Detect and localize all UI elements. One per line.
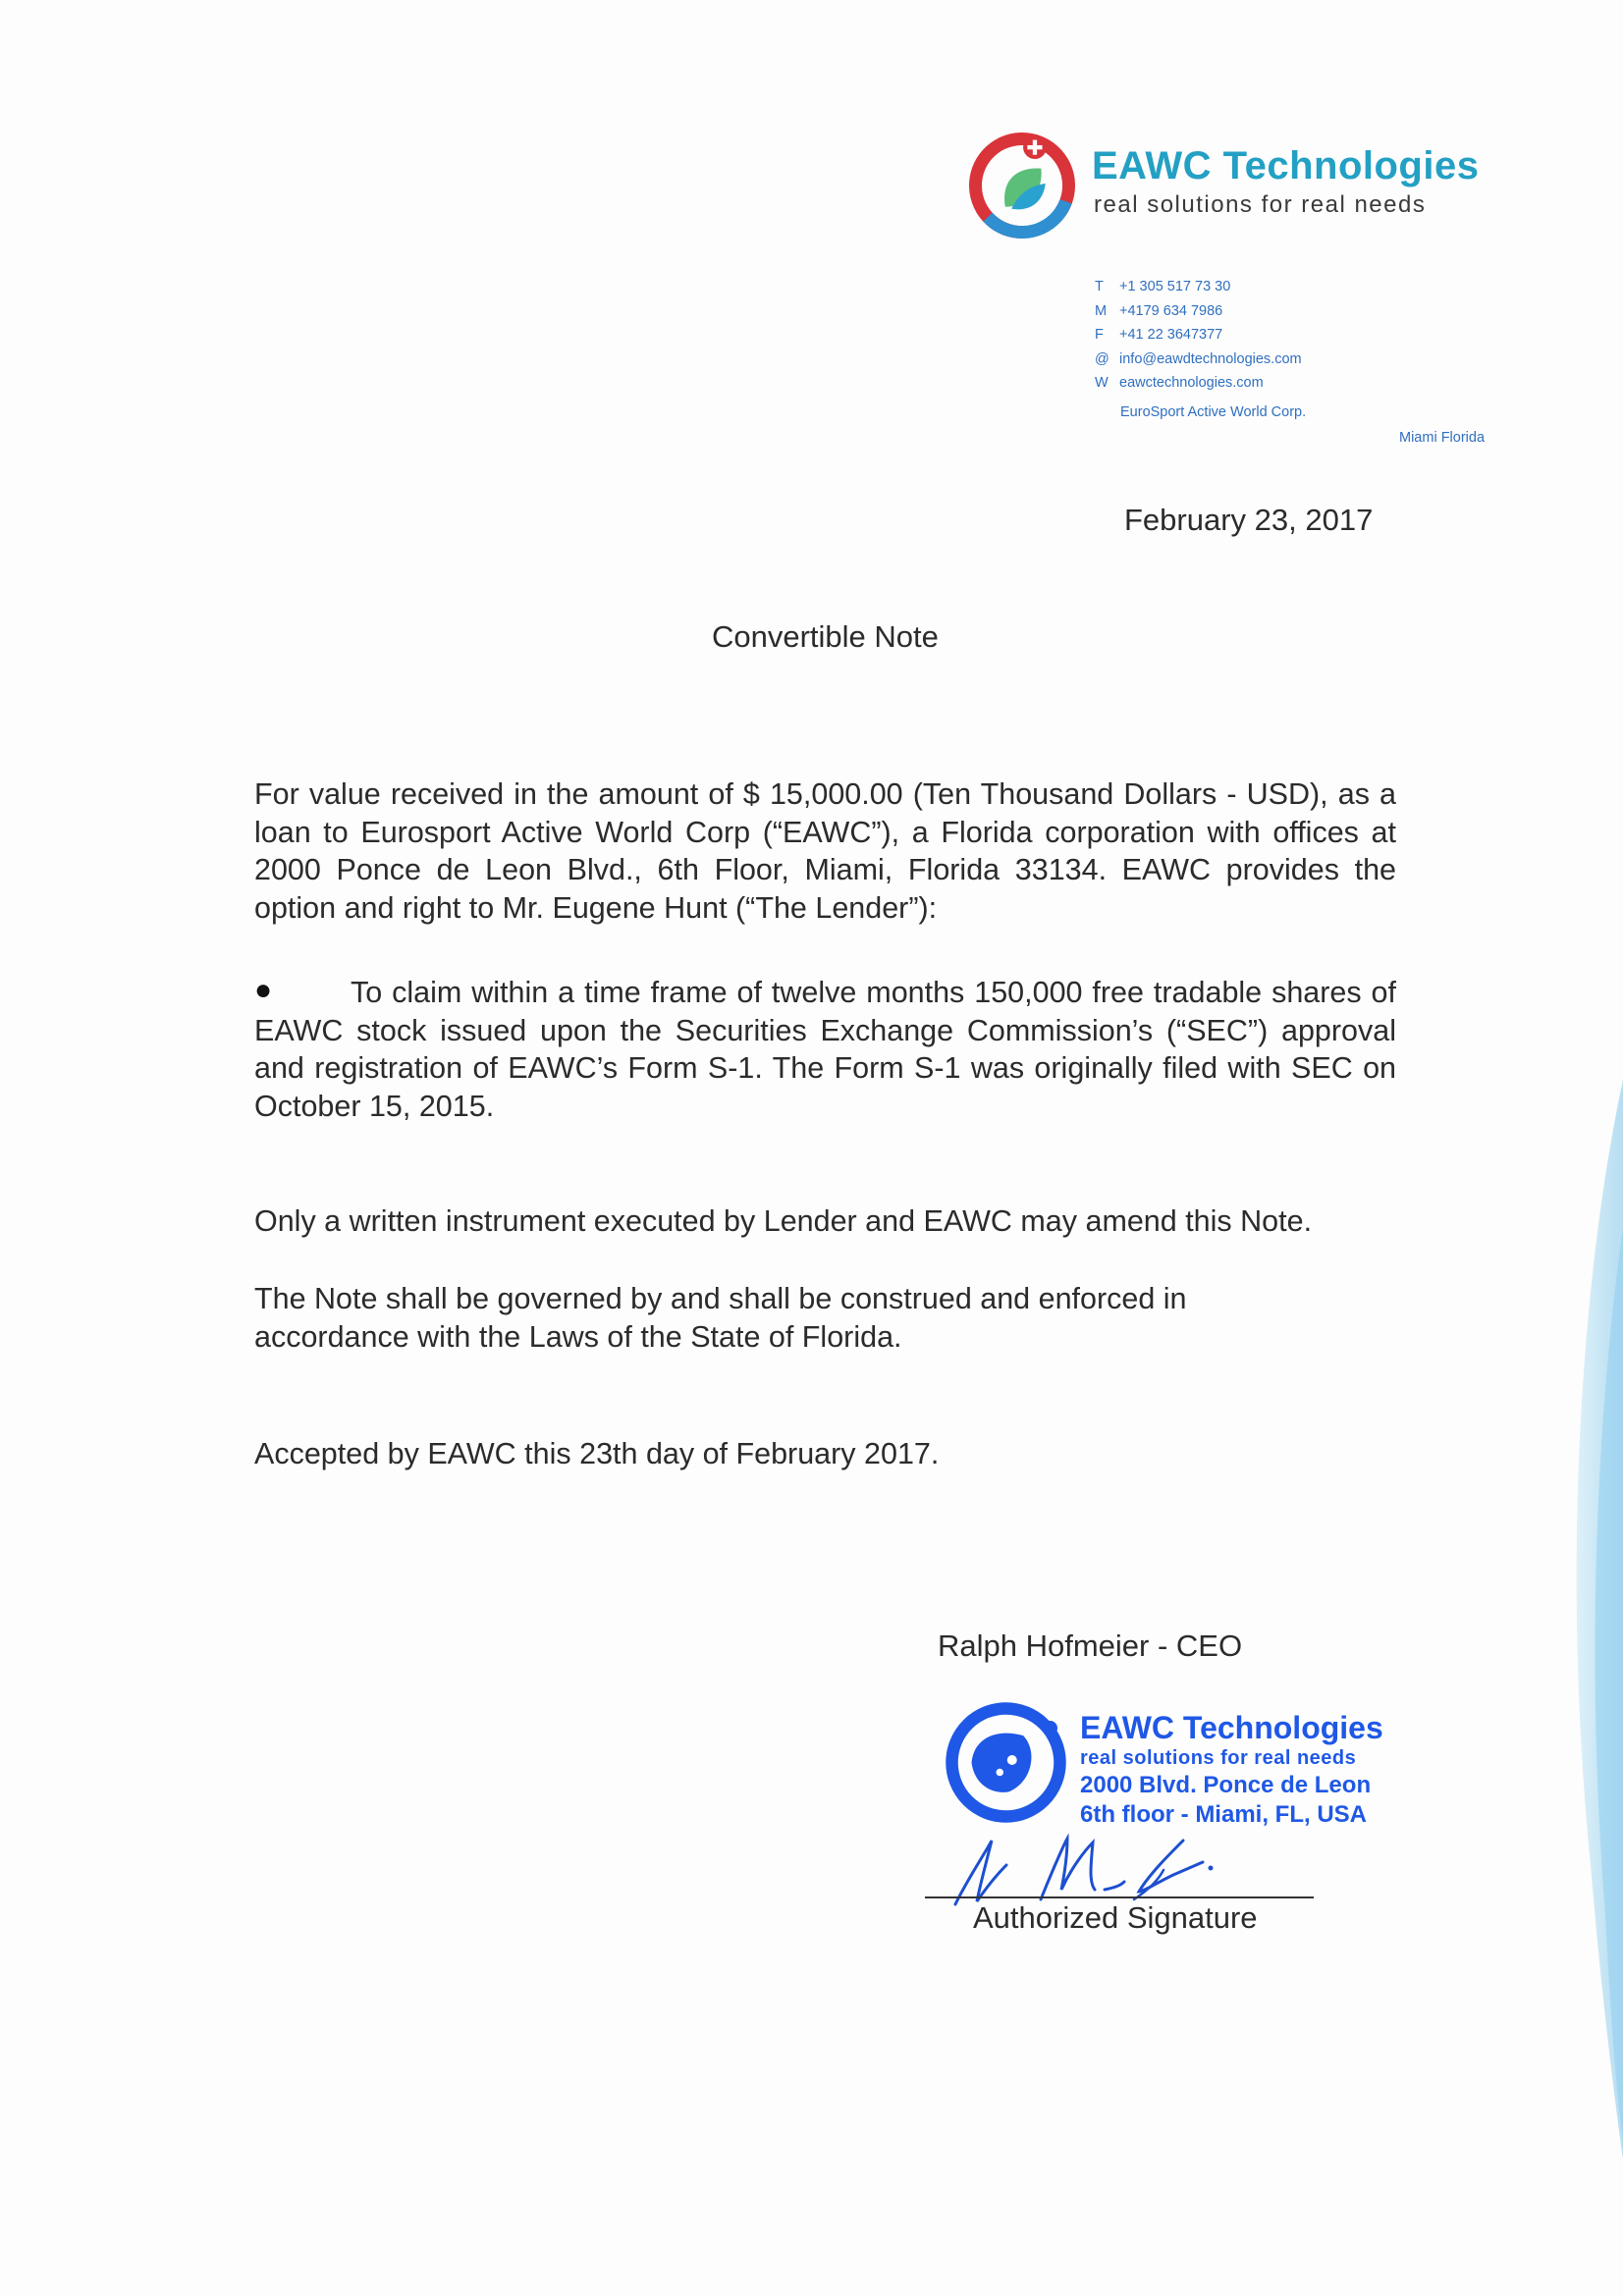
- bullet-text: To claim within a time frame of twelve months 150,000 free tradable shares of EAWC stock issued upon the Securities Exchange Commission’s (“SEC”) approval and registration of EAWC’s Form S-1. The Form S-1 was originally filed with SEC on October 15, 2015.: [254, 976, 1396, 1123]
- paragraph-acceptance: Accepted by EAWC this 23th day of February 2017.: [254, 1437, 940, 1470]
- contact-value: info@eawdtechnologies.com: [1119, 350, 1302, 367]
- bullet-icon: ●: [254, 974, 273, 1006]
- brand-name: EAWC Technologies: [1092, 144, 1480, 187]
- paragraph-loan-terms: For value received in the amount of $ 15,000.00 (Ten Thousand Dollars - USD), as a loan to Eurosport Active World Corp (“EAWC”), a Florida corporation with offices at 2000 Ponce de Leon Blvd., 6th Floor, Miami, Florida 33134. EAWC provides the option and right to Mr. Eugene Hunt (“The Lender”):: [254, 777, 1396, 925]
- eawc-logo-icon: [969, 133, 1075, 239]
- contact-web: [1095, 371, 1302, 396]
- company-entity: EuroSport Active World Corp.: [1120, 404, 1307, 420]
- contact-value: +4179 634 7986: [1119, 302, 1223, 319]
- stamp-tagline: real solutions for real needs: [1080, 1747, 1357, 1769]
- contact-mobile: [1095, 299, 1302, 324]
- contact-phone: [1095, 275, 1302, 299]
- paragraph-governing-law: The Note shall be governed by and shall be construed and enforced in accordance with the Laws of the State of Florida.: [254, 1282, 1187, 1354]
- decorative-wave-icon: [1551, 1080, 1623, 2160]
- contact-key: @: [1095, 350, 1109, 367]
- stamp-name: EAWC Technologies: [1080, 1710, 1383, 1745]
- contact-value: +1 305 517 73 30: [1119, 279, 1231, 294]
- company-stamp: [1080, 1710, 1383, 1830]
- document-title: Convertible Note: [712, 619, 939, 654]
- contact-key: T: [1095, 279, 1104, 294]
- contact-value: eawctechnologies.com: [1119, 375, 1264, 391]
- contact-value: +41 22 3647377: [1119, 327, 1223, 343]
- bullet-claim-option: [254, 974, 1396, 1125]
- brand-tagline: real solutions for real needs: [1094, 191, 1427, 218]
- contact-fax: [1095, 323, 1302, 347]
- stamp-address-line-2: 6th floor - Miami, FL, USA: [1080, 1801, 1367, 1828]
- contact-key: M: [1095, 302, 1108, 319]
- contact-email: [1095, 347, 1302, 372]
- company-city: Miami Florida: [1399, 430, 1486, 446]
- signer-name: Ralph Hofmeier - CEO: [938, 1629, 1243, 1663]
- contact-list: [1095, 275, 1302, 396]
- contact-key: F: [1095, 327, 1104, 343]
- document-date: February 23, 2017: [1124, 503, 1374, 537]
- stamp-address-line-1: 2000 Blvd. Ponce de Leon: [1080, 1772, 1372, 1798]
- company-stamp-icon: [945, 1701, 1067, 1824]
- signature-line: [925, 1896, 1314, 1898]
- contact-key: W: [1095, 375, 1109, 391]
- signature-label: Authorized Signature: [973, 1900, 1258, 1935]
- paragraph-amendment: Only a written instrument executed by Lender and EAWC may amend this Note.: [254, 1204, 1313, 1238]
